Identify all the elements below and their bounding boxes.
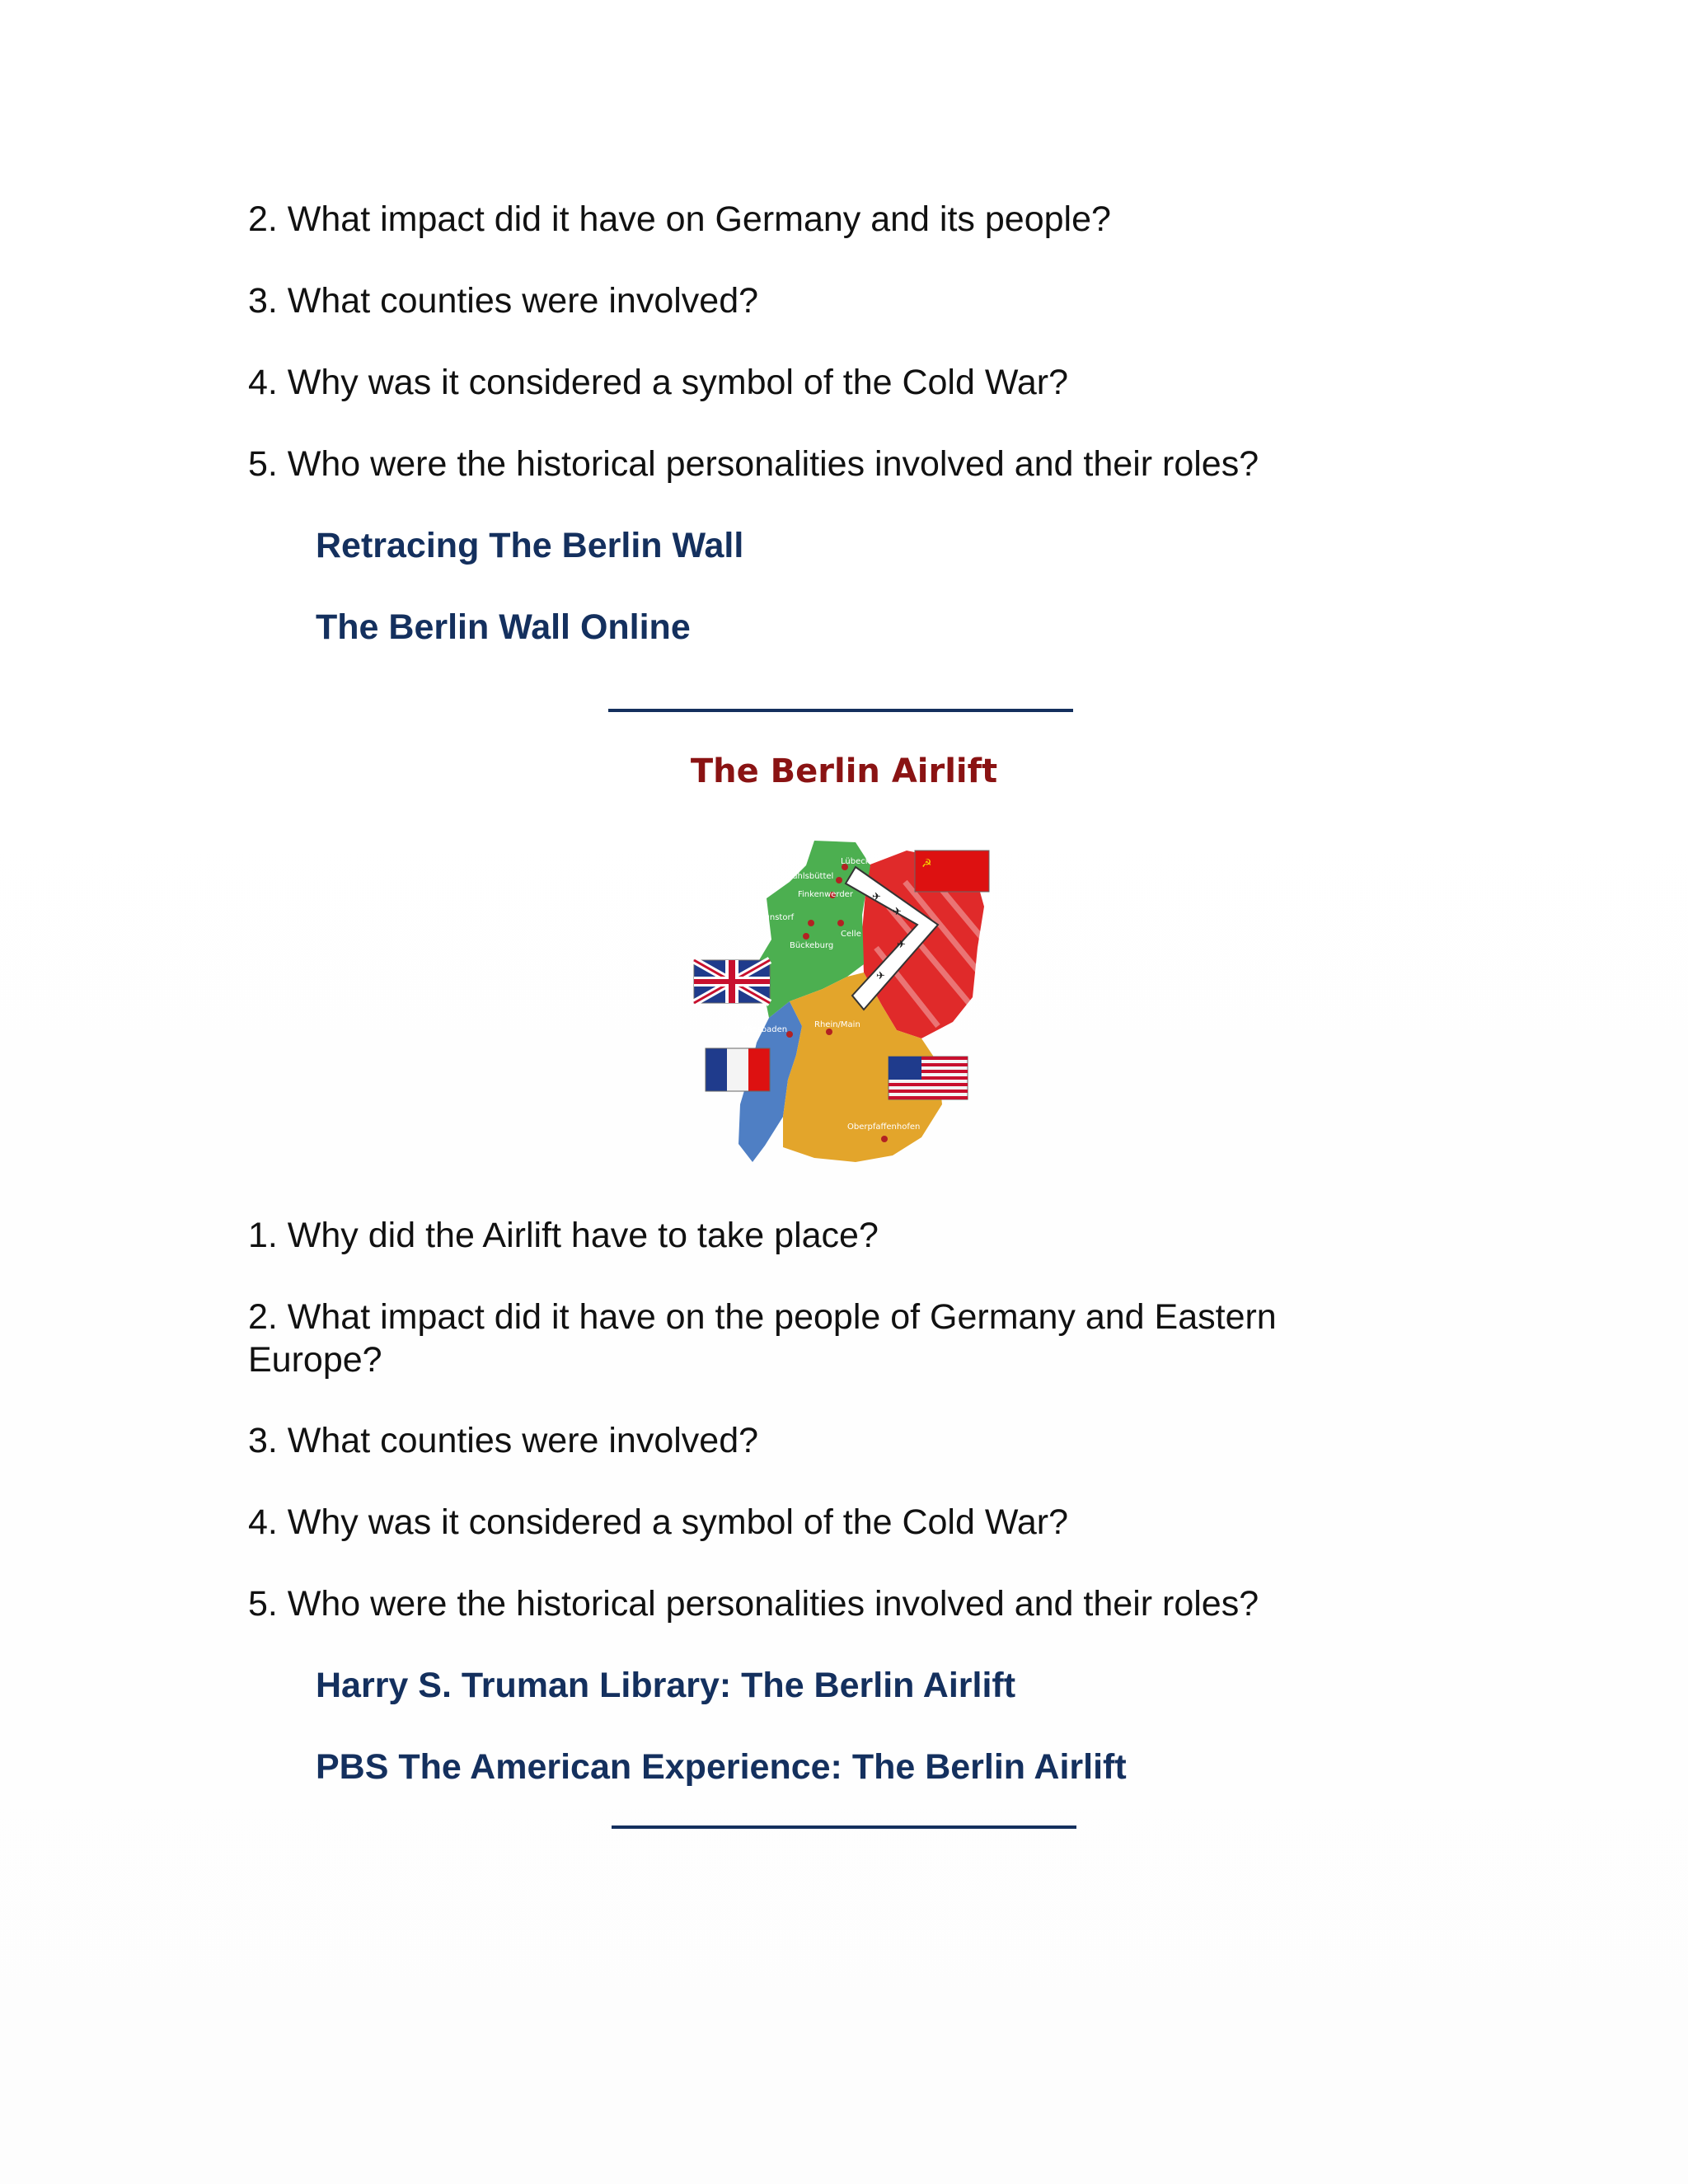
truman-library-link[interactable]: Harry S. Truman Library: The Berlin Airlift [316, 1666, 1016, 1705]
wall-question-4: 4. Why was it considered a symbol of the Cold War? [248, 363, 1068, 402]
airlift-question-1: 1. Why did the Airlift have to take place? [248, 1216, 879, 1255]
city-label: Oberpfaffenhofen [847, 1122, 921, 1132]
airlift-question-4: 4. Why was it considered a symbol of the Cold War? [248, 1502, 1068, 1542]
retracing-berlin-wall-link[interactable]: Retracing The Berlin Wall [316, 526, 744, 565]
city-label: Wunstorf [757, 913, 795, 922]
france-flag [706, 1048, 770, 1091]
city-label: Celle [841, 930, 861, 939]
svg-text:✈: ✈ [876, 970, 885, 982]
united-kingdom-flag [694, 960, 770, 1003]
pbs-american-experience-link[interactable]: PBS The American Experience: The Berlin Airlift [316, 1747, 1127, 1787]
city-label: Wiesbaden [742, 1025, 788, 1034]
city-label: Fuhlsbüttel [788, 872, 834, 881]
wall-question-2: 2. What impact did it have on Germany and its people? [248, 199, 1111, 239]
soviet-union-flag [915, 851, 989, 892]
section-divider-bottom [612, 1825, 1076, 1829]
airlift-zones-map [691, 832, 1004, 1170]
berlin-wall-online-link[interactable]: The Berlin Wall Online [316, 607, 691, 647]
wall-question-5: 5. Who were the historical personalities involved and their roles? [248, 444, 1259, 484]
city-label: Bückeburg [790, 941, 834, 950]
svg-text:☭: ☭ [921, 857, 932, 870]
wall-question-3: 3. What counties were involved? [248, 281, 759, 321]
city-label: Lübeck [841, 857, 870, 866]
united-states-flag [889, 1057, 968, 1099]
airlift-question-2: 2. What impact did it have on the people of Germany and Eastern Europe? [248, 1297, 1277, 1380]
airlift-question-3: 3. What counties were involved? [248, 1421, 759, 1460]
svg-text:✈: ✈ [897, 939, 906, 951]
svg-text:✈: ✈ [872, 891, 881, 903]
city-label: Rhein/Main [814, 1020, 860, 1029]
section-divider [608, 709, 1073, 712]
city-label: Finkenwerder [798, 890, 853, 899]
airlift-question-5: 5. Who were the historical personalities involved and their roles? [248, 1584, 1259, 1624]
airlift-heading: The Berlin Airlift [690, 752, 998, 790]
svg-text:✈: ✈ [893, 906, 902, 918]
